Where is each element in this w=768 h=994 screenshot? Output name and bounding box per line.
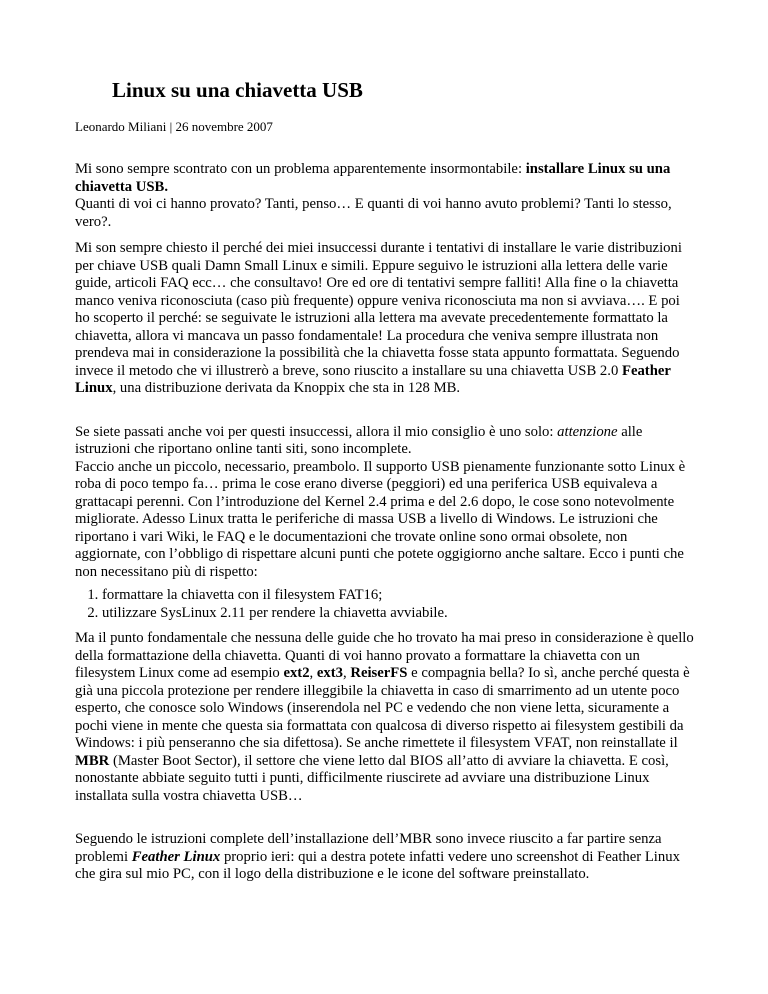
text-run: Mi sono sempre scontrato con un problema apparentemente insormontabile: xyxy=(75,161,526,177)
text-run: Ma il punto fondamentale che nessuna delle guide che ho trovato ha mai preso in considerazione è quello della formattazione della chiavetta. Quanti di voi hanno provato a formattare la chiavetta con un filesystem Linux come ad esempio xyxy=(75,630,694,681)
text-run: , xyxy=(343,665,351,681)
bold-text: installare Linux su una chiavetta USB. xyxy=(75,161,671,195)
paragraph-formatting xyxy=(75,630,695,805)
bold-text: Feather Linux xyxy=(75,362,671,396)
paragraph-intro xyxy=(75,161,695,231)
article-body xyxy=(75,161,695,884)
text-run: Faccio anche un piccolo, necessario, preambolo. Il supporto USB pienamente funzionante sotto Linux è roba di poco tempo fa… prima le cose erano diverse (peggiori) ed una periferica USB equivaleva a grattacapi perenni. Con l’introduzione del Kernel 2.4 prima e del 2.6 dopo, le cose sono notevolmente migliorate. Adesso Linux tratta le periferiche di massa USB a livello di Windows. Le istruzioni che riportano i vari Wiki, le FAQ e le documentazioni che trovate online sono ormai obsolete, non aggiornate, con l’obbligo di rispettare alcuni punti che potete oggigiorno anche saltare. Ecco i punti che non necessitano più di rispetto: xyxy=(75,458,686,580)
italic-text: attenzione xyxy=(557,423,618,440)
text-run: (Master Boot Sector), il settore che viene letto dal BIOS all’atto di avviare la chiavetta. E così, nonostante abbiate seguito tutti i punti, difficilmente riuscirete ad avviare una distribuzione Linux installata sulla vostra chiavetta USB… xyxy=(75,752,669,804)
bold-text: ReiserFS xyxy=(350,665,408,681)
paragraph-advice xyxy=(75,424,695,582)
bold-italic-text: Feather Linux xyxy=(131,848,221,865)
text-run: , una distribuzione derivata da Knoppix che sta in 128 MB. xyxy=(112,380,461,396)
bold-text xyxy=(132,849,221,865)
numbered-list xyxy=(75,587,695,622)
bold-text: ext2 xyxy=(283,665,310,681)
paragraph-conclusion xyxy=(75,831,695,884)
bold-text: MBR xyxy=(75,752,110,769)
text-run: alle istruzioni che riportano online tanti siti, sono incomplete. xyxy=(75,423,643,457)
list-item: 1. formattare la chiavetta con il filesystem FAT16; xyxy=(102,587,695,605)
paragraph-failures xyxy=(75,240,695,398)
text-run: Se siete passati anche voi per questi insuccessi, allora il mio consiglio è uno solo: xyxy=(75,423,558,440)
page-title: Linux su una chiavetta USB xyxy=(112,78,363,102)
text-run: Quanti di voi ci hanno provato? Tanti, penso… E quanti di voi hanno avuto problemi? Tanti lo stesso, vero?. xyxy=(75,196,672,230)
list-item: 2. utilizzare SysLinux 2.11 per rendere la chiavetta avviabile. xyxy=(102,605,695,623)
text-run: , xyxy=(309,665,317,681)
text-run: e compagnia bella? Io sì, anche perché questa è già una piccola protezione per rendere illeggibile la chiavetta in caso di smarrimento ad un utente poco esperto, che conosce solo Windows (inserendola nel PC e vedendo che non viene letta, sicuramente a pochi viene in mente che questa sia formattata con qualcosa di diverso rispetto ai filesystem gestibili da Windows: i più penseranno che sia difettosa). Se anche rimettete il filesystem VFAT, non reinstallate il xyxy=(75,665,690,751)
text-run: proprio ieri: qui a destra potete infatti vedere uno screenshot di Feather Linux che gira sul mio PC, con il logo della distribuzione e le icone del software preinstallato. xyxy=(75,848,680,882)
byline: Leonardo Miliani | 26 novembre 2007 xyxy=(75,119,273,134)
text-run: Mi son sempre chiesto il perché dei miei insuccessi durante i tentativi di installare le varie distribuzioni per chiave USB quali Damn Small Linux e simili. Eppure seguivo le istruzioni alla lettera delle varie guide, articoli FAQ ecc… che consultavo! Ore ed ore di tentativi sempre falliti! Alla fine o la chiavetta manco veniva riconosciuta (caso più frequente) oppure veniva riconosciuta ma non si avviava…. E poi ho scoperto il perché: se seguivate le istruzioni alla lettera ma avevate precedentemente formattato la chiavetta, allora vi mancava un passo fondamentale! La procedura che veniva sempre illustrata non prendeva mai in considerazione la possibilità che la chiavetta fosse stata appunto formattata. Seguendo invece il metodo che vi illustrerò a breve, sono riuscito a installare su una chiavetta USB 2.0 xyxy=(75,240,682,379)
bold-text: ext3 xyxy=(316,665,343,681)
text-run: Seguendo le istruzioni complete dell’installazione dell’MBR sono invece riuscito a far partire senza problemi xyxy=(75,831,662,865)
